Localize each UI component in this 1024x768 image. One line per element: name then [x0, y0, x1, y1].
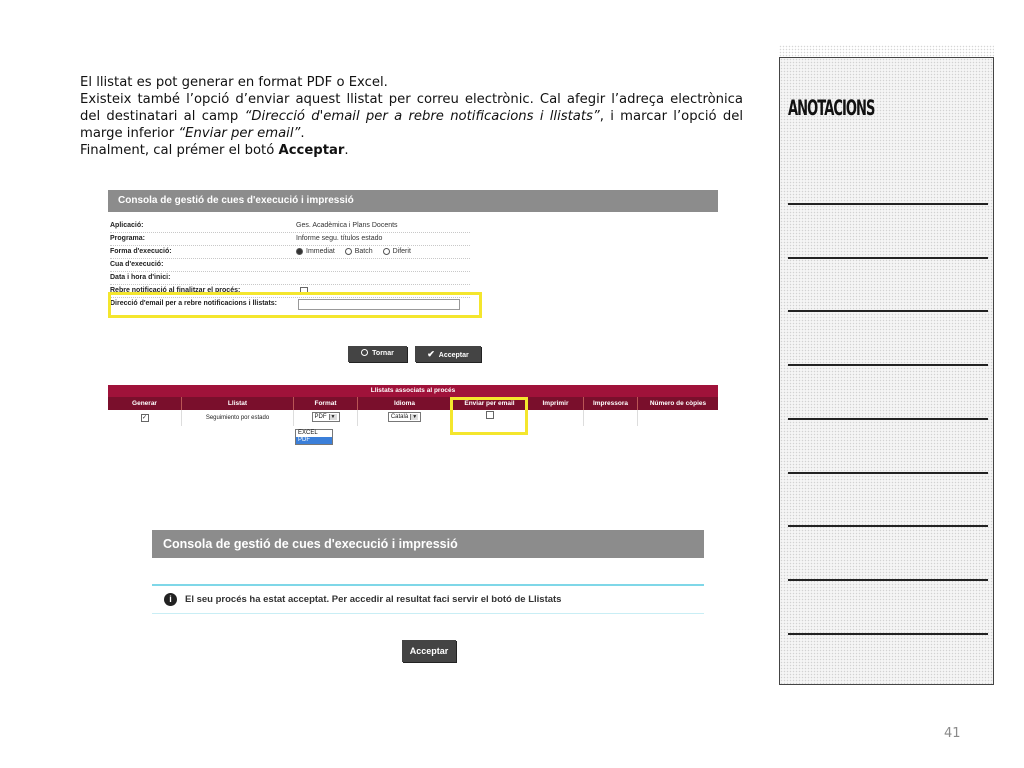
- form-row-program: [110, 233, 470, 246]
- column-header: Generar: [108, 397, 182, 410]
- form-label: Rebre notificació al finalitzar el procés:: [110, 287, 241, 294]
- annotation-line: [788, 310, 988, 312]
- checkbox-checked-icon: ✓: [141, 415, 148, 421]
- column-header: Enviar per email: [452, 397, 528, 410]
- info-message-text: El seu procés ha estat acceptat. Per accedir al resultat faci servir el botó de Llistats: [185, 594, 562, 605]
- radio-label: Batch: [354, 248, 373, 256]
- format-dropdown-list: [295, 429, 333, 445]
- radio-label: Immediat: [306, 248, 335, 256]
- chevron-down-icon: ▼: [410, 414, 418, 420]
- instruction-text: .: [344, 143, 349, 158]
- radio-icon: [383, 248, 390, 255]
- list-header: [108, 397, 718, 410]
- info-icon: i: [164, 593, 177, 606]
- instruction-text: Existeix també l’opció d’enviar aquest llistat per correu electrònic. Cal afegir l’adreça electrònica del destinatari al camp: [80, 92, 743, 124]
- form-value: Ges. Acadèmica i Plans Docents: [296, 222, 398, 229]
- format-value: PDF: [314, 414, 327, 421]
- accept-button-reference: Acceptar: [278, 143, 345, 158]
- form-row-execution-mode: [110, 246, 470, 259]
- email-highlight: [108, 292, 482, 318]
- table-row: [108, 410, 718, 426]
- page-number: 41: [944, 726, 961, 741]
- column-header: Imprimir: [528, 397, 584, 410]
- language-select[interactable]: [388, 412, 421, 422]
- radio-label: Diferit: [392, 248, 411, 256]
- format-cell: [294, 410, 358, 426]
- send-email-option-reference: “Enviar per email”: [178, 126, 301, 141]
- radio-icon: [345, 248, 352, 255]
- column-header: Idioma: [358, 397, 452, 410]
- instruction-text: Finalment, cal prémer el botó: [80, 143, 279, 158]
- form-label: Cua d'execució:: [110, 261, 164, 268]
- annotation-line: [788, 364, 988, 366]
- language-cell: [358, 410, 452, 426]
- email-field-reference: “Direcció d'email per a rebre notificacions i llistats”: [244, 109, 600, 124]
- form-label: Programa:: [110, 235, 146, 242]
- cancel-icon: [361, 349, 368, 356]
- instruction-text: .: [300, 126, 305, 141]
- annotation-line: [788, 203, 988, 205]
- accept-button-label: Acceptar: [409, 646, 449, 656]
- column-header: Llistat: [182, 397, 294, 410]
- column-header: Impressora: [584, 397, 638, 410]
- instruction-line-2: [80, 91, 743, 142]
- send-email-highlight: [450, 397, 528, 435]
- annotations-panel: [779, 57, 994, 685]
- printer-cell: [584, 410, 638, 426]
- accept-button[interactable]: [402, 640, 456, 662]
- language-value: Català: [390, 414, 409, 421]
- generate-checkbox[interactable]: [108, 410, 182, 426]
- column-header: Format: [294, 397, 358, 410]
- radio-batch[interactable]: [345, 248, 373, 255]
- radio-diferit[interactable]: [383, 248, 411, 255]
- list-screenshot: [108, 385, 718, 445]
- list-name: Seguimiento por estado: [182, 410, 294, 426]
- form-label: Direcció d'email per a rebre notificacions i llistats:: [110, 300, 277, 307]
- list-title: Llistats associats al procés: [108, 385, 718, 397]
- accept-button[interactable]: [415, 346, 481, 362]
- console-title-bar: Consola de gestió de cues d'execució i impressió: [108, 190, 718, 212]
- annotation-line: [788, 257, 988, 259]
- back-button-label: Tornar: [372, 350, 394, 357]
- format-option-excel[interactable]: EXCEL: [298, 430, 318, 436]
- print-cell: [528, 410, 584, 426]
- form-value: Informe segu. títulos estado: [296, 235, 383, 242]
- instructions: [80, 74, 743, 159]
- info-message: [152, 584, 704, 614]
- radio-immediat[interactable]: [296, 248, 335, 255]
- annotation-line: [788, 633, 988, 635]
- annotation-line: [788, 525, 988, 527]
- format-option-pdf[interactable]: PDF: [296, 437, 332, 444]
- radio-icon: [296, 248, 303, 255]
- annotation-line: [788, 418, 988, 420]
- chevron-down-icon: ▼: [329, 414, 337, 420]
- form-label: Aplicació:: [110, 222, 144, 229]
- annotation-line: [788, 472, 988, 474]
- form-label: Data i hora d'inici:: [110, 274, 171, 281]
- annotation-line: [788, 579, 988, 581]
- console-title-bar: Consola de gestió de cues d'execució i impressió: [152, 530, 704, 558]
- back-button[interactable]: [348, 346, 407, 362]
- copies-cell: [638, 410, 718, 426]
- execution-mode-options: [296, 248, 419, 255]
- form-row-start-time: [110, 272, 470, 285]
- form-screenshot: [108, 190, 718, 365]
- confirmation-screenshot: [152, 530, 704, 665]
- form-label: Forma d'execució:: [110, 248, 172, 255]
- form-row-queue: [110, 259, 470, 272]
- column-header: Número de còpies: [649, 400, 707, 407]
- accept-button-label: Acceptar: [438, 352, 469, 359]
- instruction-text: , i marcar l’opció del marge inferior: [80, 109, 743, 141]
- annotations-title: ANOTACIONS: [788, 96, 875, 120]
- instruction-line-1: El llistat es pot generar en format PDF o Excel.: [80, 75, 388, 90]
- check-icon: ✔: [427, 349, 435, 359]
- format-select[interactable]: [312, 412, 340, 422]
- instruction-line-3: [80, 142, 743, 159]
- form-row-application: [110, 220, 470, 233]
- annotations-top-band: [779, 45, 994, 57]
